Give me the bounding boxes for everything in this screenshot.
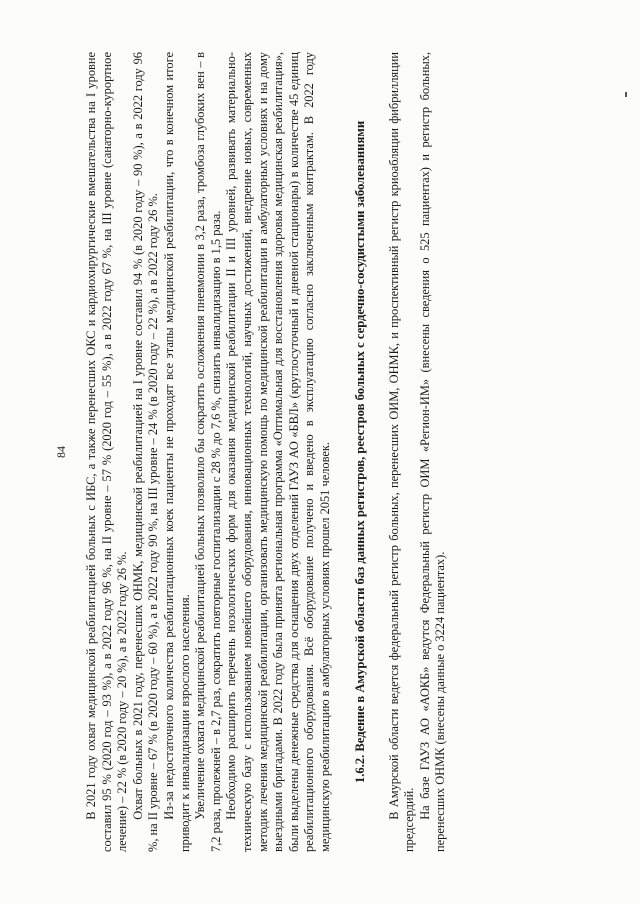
- paragraph-rehab-program: Необходимо расширить перечень нозологических форм для оказания медицинской реабилитации II и III уровней, развивать материально-техническую базу с использованием новейшего оборудования, инновационных технологий, научных достижений, внедрение новых, современных методик лечения медицинской реабилитации, организовать медицинскую помощь по медицинской реабилитации в амбулаторных условиях и на дому выездными бригадами. В 2022 году была принята региональная программа «Оптимальная для восстановления здоровья медицинская реабилитация», были выделены денежные средства для оснащения двух отделений ГАУЗ АО «БВЛ» (круглосуточный и дневной стационары) в количестве 45 единиц реабилитационного оборудования. Всё оборудование получено и введено в эксплуатацию согласно заключенным контрактам. В 2022 году медицинскую реабилитацию в амбулаторных условиях прошел 2051 человек.: [224, 52, 332, 852]
- rotated-page-content: [54, 52, 564, 852]
- paragraph-rehab-ibs: В 2021 году охват медицинской реабилитацией больных с ИБС, а также перенесших ОКС и кардиохирургические вмешательства на I уровне составил 95 % (2020 год – 93 %), а в 2022 году 96 %, на II уровне – 57 % (2020 год – 55 %), а в 2022 году 67 %, на III уровне (санаторно-курортное лечение) – 22 % (в 2020 году – 20 %), а в 2022 году 26 %.: [84, 52, 130, 852]
- spacer: [377, 52, 387, 852]
- paragraph-rehab-effects: Увеличение охвата медицинской реабилитацией больных позволило бы сократить осложнения пневмонии в 3,2 раза, тромбоза глубоких вен – в 7,2 раза, пролежней – в 2,7 раз, сократить повторные госпитализации с 28 % до 7,6 %, снизить инвалидизацию в 1,5 раза.: [193, 52, 223, 852]
- page-number: 84: [54, 446, 68, 458]
- paragraph-rehab-onmk: Охват больных в 2021 году, перенесших ОНМК, медицинской реабилитацией на I уровне составил 94 % (в 2020 году – 90 %), а в 2022 году 96 %, на II уровне – 67 % (в 2020 году – 60 %), а в 2022 году 90 %, на III уровне – 24 % (в 2020 году – 22 %), а в 2022 году 26 %.: [130, 52, 161, 852]
- section-heading: 1.6.2. Ведение в Амурской области баз данных регистров, реестров больных с сердечно-сосудистыми заболеваниями: [352, 120, 367, 784]
- paragraph-registers: В Амурской области ведется федеральный регистр больных, перенесших ОИМ, ОНМК, и проспективный регистр криоабляции фибрилляции предсердий.: [386, 52, 417, 852]
- spacer: [334, 52, 344, 852]
- page-body: [84, 52, 449, 852]
- paragraph-aokb-registers: На базе ГАУЗ АО «АОКБ» ведутся Федеральный регистр ОИМ «Регион-ИМ» (внесены сведения о 525 пациентах) и регистр больных, перенесших ОНМК (внесены данные о 3224 пациентах).: [417, 52, 448, 852]
- paragraph-bed-shortage: Из-за недостаточного количества реабилитационных коек пациенты не проходят все этапы медицинской реабилитации, что в конечном итоге приводит к инвалидизации взрослого населения.: [161, 52, 192, 852]
- scan-edge-mark: [625, 92, 627, 97]
